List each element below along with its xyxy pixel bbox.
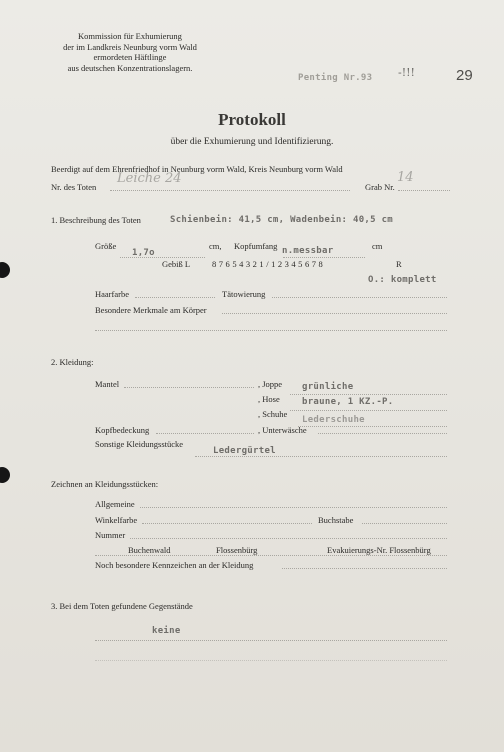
grave-number-value: 14 [397,170,414,185]
punch-hole-top [0,262,10,278]
cm-label: cm, [209,241,222,251]
section2-heading: 2. Kleidung: [51,357,94,367]
angle-color-label: Winkelfarbe [95,515,138,525]
height-label: Größe [95,241,117,251]
evacuation-number-label: Evakuierungs-Nr. Flossenbürg [327,545,431,555]
shoes-value: Lederschuhe [302,415,365,425]
jacket-value: grünliche [302,382,354,392]
headwear-label: Kopfbedeckung [95,425,150,435]
special-marks-label: Besondere Merkmale am Körper [95,305,207,315]
height-value: 1,7o [132,248,155,258]
signs-heading: Zeichnen an Kleidungsstücken: [51,479,159,489]
pants-label: , Hose [258,394,280,404]
letter-label: Buchstabe [318,515,354,525]
page-subtitle: über die Exhumierung und Identifizierung. [170,137,334,147]
jacket-label: , Joppe [258,379,283,389]
found-items-value: keine [152,626,181,636]
other-clothing-value: Ledergürtel [213,446,276,456]
commission-header [40,31,220,73]
section1-heading: 1. Beschreibung des Toten [51,215,141,225]
head-circumference-value: n.messbar [282,246,334,256]
pants-value: braune, 1 KZ.-P. [302,397,394,407]
hair-color-label: Haarfarbe [95,289,129,299]
buchenwald-label: Buchenwald [128,545,171,555]
teeth-value: O.: komplett [368,275,437,285]
page-title: Protokoll [218,110,286,129]
marginal-mark: -!!! [398,66,415,79]
other-marks-label: Noch besondere Kennzeichen an der Kleidung [95,560,254,570]
commission-line: Kommission für Exhumierung [78,31,182,41]
general-label: Allgemeine [95,499,135,509]
coat-label: Mantel [95,379,120,389]
body-description: Schienbein: 41,5 cm, Wadenbein: 40,5 cm [170,215,394,225]
burial-place: Beerdigt auf dem Ehrenfriedhof in Neunburg vorm Wald, Kreis Neunburg vorm Wald [51,164,343,174]
number-label: Nummer [95,530,126,540]
shoes-label: , Schuhe [258,409,288,419]
commission-line: ermordeten Häftlinge [93,52,167,62]
page-number: 29 [456,67,473,84]
tattoo-label: Tätowierung [222,289,266,299]
commission-line: der im Landkreis Neunburg vorm Wald [63,41,197,52]
underwear-label: , Unterwäsche [258,425,307,435]
teeth-right-label: R [396,259,402,269]
stamp-reference: Penting Nr.93 [298,73,373,83]
teeth-numbers: 8 7 6 5 4 3 2 1 / 1 2 3 4 5 6 7 8 [212,259,323,269]
punch-hole-bottom [0,467,10,483]
flossenbuerg-label: Flossenbürg [216,545,258,555]
corpse-number-label: Nr. des Toten [51,182,97,192]
cm-label: cm [372,241,383,251]
other-clothing-label: Sonstige Kleidungsstücke [95,439,184,449]
grave-number-label: Grab Nr. [365,182,395,192]
corpse-number-value: Leiche 24 [117,171,182,186]
teeth-label: Gebiß L [162,259,191,269]
section3-heading: 3. Bei dem Toten gefundene Gegenstände [51,601,193,611]
commission-line: aus deutschen Konzentrationslagern. [67,62,193,73]
head-circumference-label: Kopfumfang [234,241,278,251]
